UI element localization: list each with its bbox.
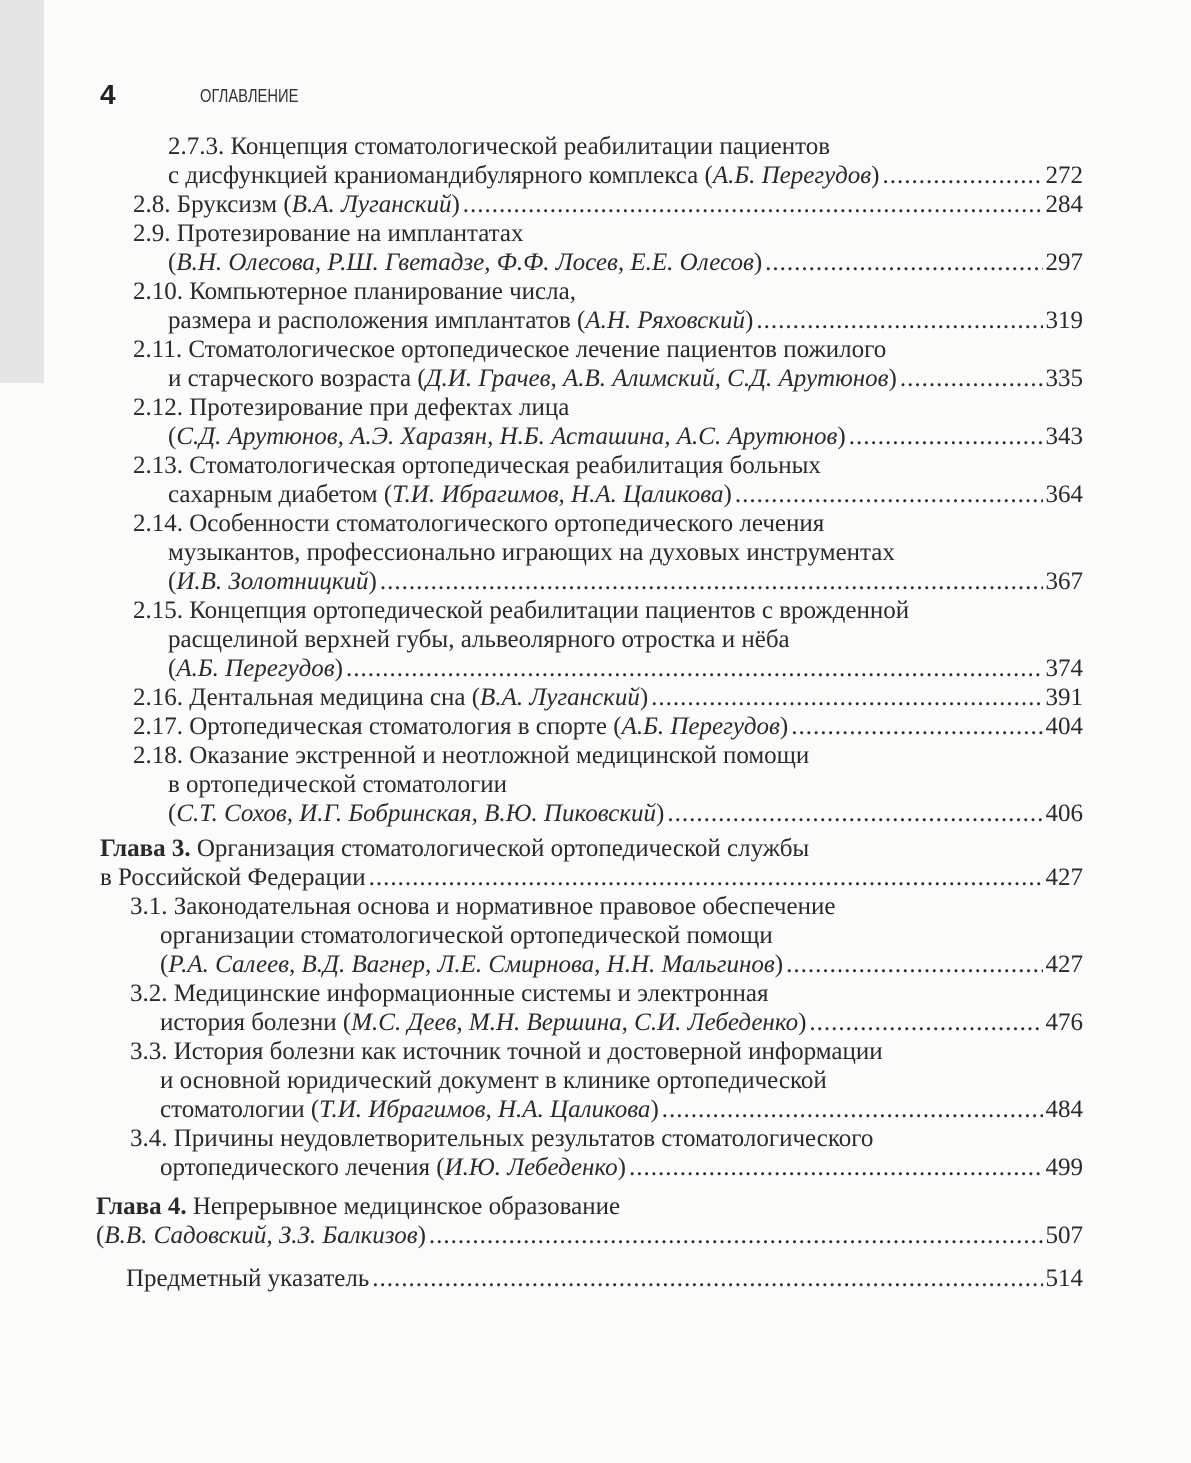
toc-entry-last-line — [0, 1153, 1083, 1182]
toc-entry-title-part: ) — [888, 365, 897, 392]
dot-leader — [372, 1264, 1042, 1293]
toc-entry-last-line — [0, 364, 1083, 393]
toc-entry-title-part: Ортопедическая стоматология в спорте ( — [189, 713, 622, 740]
table-of-contents — [0, 132, 1191, 1293]
toc-entry-title-part: история болезни ( — [160, 1009, 352, 1036]
dot-leader — [735, 480, 1043, 509]
toc-entry-authors: Д.И. Грачев, А.В. Алимский, С.Д. Арутюнов — [425, 365, 889, 392]
toc-entry-title-part: и старческого возраста ( — [168, 365, 426, 392]
toc-entry[interactable] — [0, 979, 1191, 1037]
toc-entry-line — [0, 625, 1191, 654]
toc-entry-authors: А.Б. Перегудов — [176, 655, 335, 682]
toc-entry-line — [0, 892, 1191, 921]
dot-leader — [369, 863, 1043, 892]
toc-entry[interactable] — [0, 741, 1191, 828]
toc-entry[interactable] — [0, 596, 1191, 683]
toc-entry-line — [0, 1124, 1191, 1153]
dot-leader — [463, 190, 1043, 219]
toc-entry-last-line — [0, 190, 1083, 219]
toc-entry-title-part: размера и расположения имплантатов ( — [168, 307, 586, 334]
toc-page-number[interactable]: 427 — [1045, 951, 1083, 978]
toc-entry-text — [168, 422, 846, 451]
toc-entry-line — [0, 979, 1191, 1008]
toc-entry-text — [133, 683, 648, 712]
toc-entry-title-part: ортопедического лечения ( — [160, 1154, 445, 1181]
toc-entry-line — [0, 509, 1191, 538]
toc-entry-title-line: Концепция ортопедической реабилитации пациентов с врожденной — [189, 597, 910, 624]
toc-entry-text — [168, 161, 879, 190]
dot-leader — [849, 422, 1043, 451]
dot-leader — [756, 306, 1042, 335]
toc-entry-authors: С.Д. Арутюнов, А.Э. Харазян, Н.Б. Асташина, А.С. Арутюнов — [176, 423, 838, 450]
toc-entry-text — [160, 1008, 806, 1037]
toc-entry-title-line: расщелиной верхней губы, альвеолярного отростка и нёба — [168, 626, 790, 653]
toc-entry-number: 3.2. — [130, 980, 168, 1007]
chapter-title: Непрерывное медицинское образование — [192, 1193, 621, 1220]
toc-entry-line — [0, 335, 1191, 364]
toc-entry[interactable] — [0, 712, 1191, 741]
toc-page-number[interactable]: 427 — [1045, 864, 1083, 891]
toc-entry-number: 2.18. — [133, 742, 183, 769]
toc-entry-title-line: История болезни как источник точной и достоверной информации — [173, 1038, 883, 1065]
toc-page-number[interactable]: 404 — [1045, 713, 1083, 740]
toc-entry-last-line — [0, 712, 1083, 741]
toc-entry-number: 2.16. — [133, 684, 183, 711]
toc-entry-text — [168, 480, 732, 509]
toc-entry-number: 2.10. — [133, 278, 183, 305]
toc-page-number[interactable]: 367 — [1045, 568, 1083, 595]
toc-entry-title-part: ( — [96, 1222, 105, 1249]
toc-entry-title-line: музыкантов, профессионально играющих на духовых инструментах — [168, 539, 895, 566]
toc-entry-line — [0, 1037, 1191, 1066]
toc-entry-line — [0, 741, 1191, 770]
toc-entry-title-part: ) — [417, 1222, 426, 1249]
toc-entry-number: 3.1. — [130, 893, 168, 920]
toc-entry-authors: А.Б. Перегудов — [621, 713, 780, 740]
toc-entry-title-part: ( — [168, 655, 177, 682]
toc-entry[interactable] — [0, 219, 1191, 277]
chapter-title-line — [0, 1192, 1191, 1221]
toc-entry[interactable] — [0, 190, 1191, 219]
toc-entry-last-line — [0, 654, 1083, 683]
toc-entry-title-part: ) — [451, 191, 460, 218]
toc-entry-number: 3.3. — [130, 1038, 168, 1065]
dot-leader — [809, 1008, 1042, 1037]
toc-entry-line — [0, 132, 1191, 161]
toc-entry-title-line: Законодательная основа и нормативное правовое обеспечение — [173, 893, 836, 920]
toc-page-number[interactable]: 484 — [1045, 1096, 1083, 1123]
toc-entry-text — [160, 1095, 659, 1124]
toc-entry-title-part: ) — [656, 800, 665, 827]
toc-entry-title-part: ) — [368, 568, 377, 595]
toc-page-number[interactable]: 391 — [1045, 684, 1083, 711]
toc-entry-line — [0, 393, 1191, 422]
toc-entry-line — [0, 451, 1191, 480]
toc-page-number[interactable]: 343 — [1045, 423, 1083, 450]
toc-entry-text — [160, 1153, 626, 1182]
toc-entry-last-line — [0, 306, 1083, 335]
dot-leader — [667, 799, 1042, 828]
toc-entry-last-line — [0, 480, 1083, 509]
chapter-title: Организация стоматологической ортопедической службы — [196, 835, 810, 862]
toc-entry-last-line — [0, 950, 1083, 979]
toc-entry-title-part: ) — [837, 423, 846, 450]
toc-entry-authors: А.Н. Ряховский — [585, 307, 745, 334]
toc-page-number[interactable]: 406 — [1045, 800, 1083, 827]
toc-page-number[interactable]: 514 — [1045, 1265, 1083, 1292]
toc-entry-line — [0, 770, 1191, 799]
chapter-title-cont: в Российской Федерации — [100, 864, 366, 891]
chapter-4-heading[interactable] — [0, 1192, 1191, 1250]
toc-entry-authors: А.Б. Перегудов — [712, 162, 872, 189]
toc-entry-title-line: Концепция стоматологической реабилитации пациентов — [230, 133, 831, 160]
toc-entry-title-part: ) — [650, 1096, 659, 1123]
toc-entry-last-line — [0, 567, 1083, 596]
toc-entry-last-line — [0, 248, 1083, 277]
toc-entry-authors: В.А. Луганский — [480, 684, 640, 711]
toc-entry-line — [0, 596, 1191, 625]
toc-entry-text — [133, 190, 460, 219]
toc-entry-text — [168, 248, 762, 277]
dot-leader — [786, 950, 1042, 979]
toc-page-number[interactable]: 476 — [1045, 1009, 1083, 1036]
toc-page-number[interactable]: 507 — [1045, 1222, 1083, 1249]
toc-entry-text — [168, 306, 753, 335]
toc-entry-number: 2.9. — [133, 220, 171, 247]
dot-leader — [900, 364, 1043, 393]
toc-entry-authors: В.Н. Олесова, Р.Ш. Гветадзе, Ф.Ф. Лосев, Е.Е. Олесов — [176, 249, 754, 276]
toc-entry-title-line: в ортопедической стоматологии — [168, 771, 508, 798]
toc-entry-line — [0, 219, 1191, 248]
toc-entry[interactable] — [0, 393, 1191, 451]
dot-leader — [651, 683, 1042, 712]
dot-leader — [346, 654, 1043, 683]
toc-entry-title-line: Оказание экстренной и неотложной медицинской помощи — [189, 742, 810, 769]
toc-entry-title-part: сахарным диабетом ( — [168, 481, 393, 508]
index-line — [0, 1264, 1083, 1293]
toc-entry-text — [133, 712, 788, 741]
toc-entry-number: 2.11. — [133, 336, 183, 363]
toc-entry-title-part: ) — [779, 713, 789, 740]
toc-page-number[interactable]: 335 — [1045, 365, 1083, 392]
dot-leader — [765, 248, 1042, 277]
toc-entry-number: 2.12. — [133, 394, 183, 421]
toc-page-number[interactable]: 319 — [1045, 307, 1083, 334]
dot-leader — [882, 161, 1042, 190]
running-title: ОГЛАВЛЕНИЕ — [200, 86, 299, 106]
toc-page-number[interactable]: 272 — [1045, 162, 1083, 189]
toc-entry-number: 3.4. — [130, 1125, 168, 1152]
chapter-title-last-line — [0, 863, 1083, 892]
toc-entry-last-line — [0, 1095, 1083, 1124]
page-number: 4 — [100, 79, 116, 110]
dot-leader — [380, 567, 1043, 596]
toc-entry-title-line: Компьютерное планирование числа, — [189, 278, 576, 305]
toc-entry-title-part: с дисфункцией краниомандибулярного комплекса ( — [168, 162, 713, 189]
dot-leader — [629, 1153, 1043, 1182]
toc-entry[interactable] — [0, 1124, 1191, 1182]
chapter-3-heading[interactable] — [0, 834, 1191, 892]
toc-entry-title-line: Протезирование на имплантатах — [176, 220, 524, 247]
toc-entry-title-part: ) — [744, 307, 754, 334]
dot-leader — [791, 712, 1042, 741]
toc-page-number[interactable]: 297 — [1045, 249, 1083, 276]
toc-entry-last-line — [0, 683, 1083, 712]
toc-page-number[interactable]: 364 — [1045, 481, 1083, 508]
toc-entry[interactable] — [0, 132, 1191, 190]
toc-entry-number: 2.17. — [133, 713, 183, 740]
toc-entry-title-line: Медицинские информационные системы и электронная — [173, 980, 769, 1007]
toc-entry-last-line — [0, 422, 1083, 451]
toc-entry-title-part: ) — [639, 684, 649, 711]
toc-entry-line — [0, 921, 1191, 950]
toc-page-number[interactable]: 284 — [1045, 191, 1083, 218]
chapter-title-last-line — [0, 1221, 1083, 1250]
toc-entry-title-line: Протезирование при дефектах лица — [189, 394, 570, 421]
toc-entry-title-line: Причины неудовлетворительных результатов стоматологического — [173, 1125, 874, 1152]
toc-entry-title-part: Бруксизм ( — [176, 191, 292, 218]
toc-entry-number: 2.8. — [133, 191, 171, 218]
chapter-title-line — [0, 834, 1191, 863]
toc-entry-last-line — [0, 161, 1083, 190]
toc-entry[interactable] — [0, 451, 1191, 509]
toc-entry-authors: В.А. Луганский — [291, 191, 452, 218]
toc-entry-title-part: ( — [160, 951, 169, 978]
toc-entry-authors: И.В. Золотницкий — [176, 568, 369, 595]
toc-entry-authors: С.Т. Сохов, И.Г. Бобринская, В.Ю. Пиковский — [176, 800, 657, 827]
toc-entry-number: 2.14. — [133, 510, 183, 537]
toc-entry-title-part: ) — [774, 951, 784, 978]
toc-entry-authors: Т.И. Ибрагимов, Н.А. Цаликова — [319, 1096, 651, 1123]
toc-entry-title-part: ) — [617, 1154, 626, 1181]
toc-entry-authors: И.Ю. Лебеденко — [444, 1154, 618, 1181]
toc-entry-number: 2.7.3. — [168, 133, 225, 160]
toc-entry-authors: Р.А. Салеев, В.Д. Вагнер, Л.Е. Смирнова, Н.Н. Мальгинов — [168, 951, 775, 978]
dot-leader — [662, 1095, 1043, 1124]
toc-entry-title-part: ( — [168, 568, 177, 595]
toc-entry-title-part: ( — [168, 249, 177, 276]
toc-entry[interactable] — [0, 683, 1191, 712]
toc-entry-line — [0, 538, 1191, 567]
dot-leader — [429, 1221, 1043, 1250]
toc-entry-title-part: ( — [168, 800, 177, 827]
chapter-label: Глава 4. — [96, 1193, 187, 1220]
toc-entry-title-line: и основной юридический документ в клинике ортопедической — [160, 1067, 827, 1094]
toc-entry-title-part: ) — [334, 655, 343, 682]
toc-entry-title-part: ) — [723, 481, 732, 508]
toc-entry-text — [168, 799, 664, 828]
toc-entry-authors: М.С. Деев, М.Н. Вершина, С.И. Лебеденко — [351, 1009, 799, 1036]
toc-entry-text — [160, 950, 783, 979]
toc-entry-title-part: ) — [871, 162, 880, 189]
toc-page-number[interactable]: 499 — [1045, 1154, 1083, 1181]
toc-entry[interactable] — [0, 277, 1191, 335]
toc-entry-title-line: Стоматологическое ортопедическое лечение пациентов пожилого — [188, 336, 887, 363]
toc-entry[interactable] — [0, 335, 1191, 393]
toc-entry-text — [168, 364, 897, 393]
toc-entry-title-line: организации стоматологической ортопедической помощи — [160, 922, 773, 949]
toc-entry-title-line: Стоматологическая ортопедическая реабилитация больных — [189, 452, 821, 479]
index-title: Предметный указатель — [126, 1265, 370, 1292]
chapter-label: Глава 3. — [100, 835, 191, 862]
toc-entry-last-line — [0, 1008, 1083, 1037]
toc-entry-title-part: стоматологии ( — [160, 1096, 320, 1123]
toc-entry[interactable] — [0, 509, 1191, 596]
toc-entry-last-line — [0, 799, 1083, 828]
toc-entry-number: 2.13. — [133, 452, 183, 479]
toc-entry-authors: Т.И. Ибрагимов, Н.А. Цаликова — [392, 481, 724, 508]
toc-entry-text — [168, 654, 343, 683]
toc-entry[interactable] — [0, 1037, 1191, 1124]
toc-entry-authors: В.В. Садовский, З.З. Балкизов — [104, 1222, 418, 1249]
toc-entry[interactable] — [0, 892, 1191, 979]
toc-entry-title-part: ) — [753, 249, 763, 276]
toc-entry-line — [0, 277, 1191, 306]
toc-page-number[interactable]: 374 — [1045, 655, 1083, 682]
toc-entry-title-part: ) — [798, 1009, 807, 1036]
toc-entry-title-part: Дентальная медицина сна ( — [189, 684, 481, 711]
toc-entry-number: 2.15. — [133, 597, 183, 624]
toc-entry-title-part: ( — [168, 423, 177, 450]
subject-index-entry[interactable] — [0, 1264, 1191, 1293]
toc-entry-title-line: Особенности стоматологического ортопедического лечения — [189, 510, 825, 537]
chapter-authors-line — [96, 1221, 426, 1250]
toc-entry-line — [0, 1066, 1191, 1095]
toc-entry-text — [168, 567, 377, 596]
